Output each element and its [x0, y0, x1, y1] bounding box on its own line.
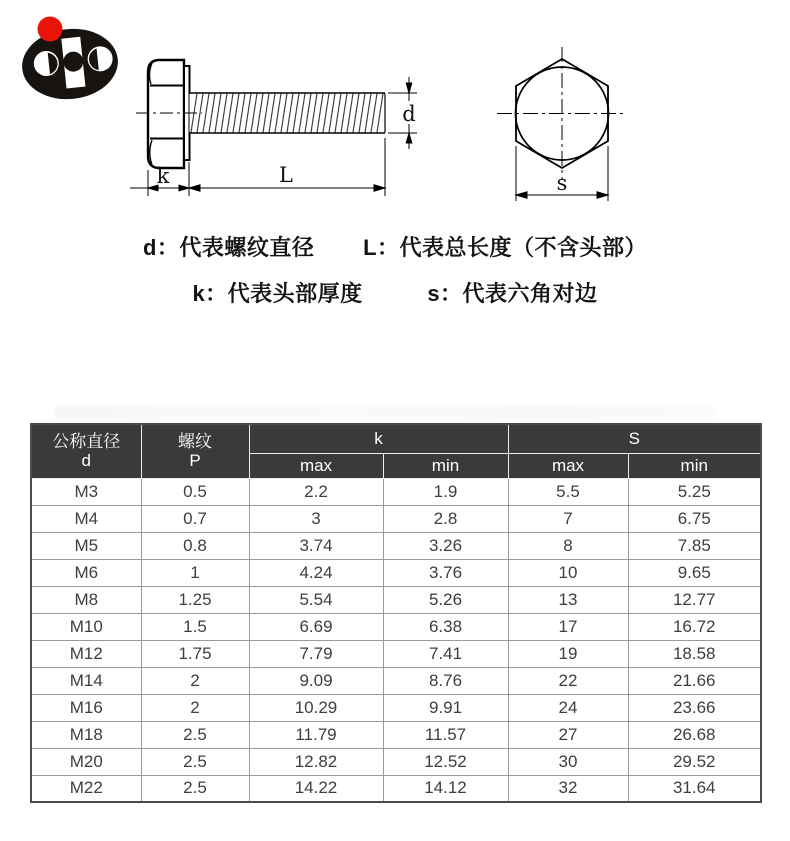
- table-cell: 31.64: [628, 775, 761, 802]
- dim-label-k: k: [156, 164, 170, 188]
- bolt-technical-drawing: [0, 0, 790, 222]
- table-cell: 5.5: [508, 478, 628, 505]
- bolt-spec-table: [30, 423, 762, 803]
- table-body: [31, 478, 761, 802]
- table-cell: M20: [31, 748, 141, 775]
- table-row: [31, 748, 761, 775]
- table-cell: 5.26: [383, 586, 508, 613]
- table-cell: 6.38: [383, 613, 508, 640]
- table-cell: 1.25: [141, 586, 249, 613]
- table-cell: 10.29: [249, 694, 383, 721]
- table-row: [31, 559, 761, 586]
- table-cell: 29.52: [628, 748, 761, 775]
- legend-line-1: [0, 231, 790, 262]
- table-cell: 13: [508, 586, 628, 613]
- header-k-max: max: [249, 453, 383, 478]
- table-cell: 14.12: [383, 775, 508, 802]
- table-cell: 12.52: [383, 748, 508, 775]
- table-cell: 24: [508, 694, 628, 721]
- table-cell: 4.24: [249, 559, 383, 586]
- dim-label-s: s: [556, 171, 568, 195]
- legend-d: d：代表螺纹直径: [142, 235, 315, 260]
- header-thread-pitch-title: 螺纹: [178, 431, 212, 451]
- watermark-smudge: [55, 405, 715, 418]
- dimension-L: [189, 138, 385, 196]
- table-cell: 5.25: [628, 478, 761, 505]
- legend-k: k：代表头部厚度: [192, 281, 363, 306]
- table-cell: 16.72: [628, 613, 761, 640]
- table-cell: 3: [249, 505, 383, 532]
- legend-s: s：代表六角对边: [427, 281, 598, 306]
- table-cell: 26.68: [628, 721, 761, 748]
- table-cell: 2: [141, 694, 249, 721]
- table-cell: 2: [141, 667, 249, 694]
- table-row: [31, 586, 761, 613]
- table-cell: M6: [31, 559, 141, 586]
- table-cell: 6.75: [628, 505, 761, 532]
- table-cell: 2.8: [383, 505, 508, 532]
- legend-L: L：代表总长度（不含头部）: [363, 235, 648, 260]
- table-cell: 7.79: [249, 640, 383, 667]
- table-cell: 27: [508, 721, 628, 748]
- table-row: [31, 640, 761, 667]
- table-cell: 3.26: [383, 532, 508, 559]
- table-cell: 0.5: [141, 478, 249, 505]
- hex-head-outline: [148, 60, 184, 168]
- table-cell: M10: [31, 613, 141, 640]
- legend-line-2: [0, 277, 790, 308]
- table-row: [31, 478, 761, 505]
- table-cell: M3: [31, 478, 141, 505]
- table-cell: 14.22: [249, 775, 383, 802]
- header-nominal-diameter-sub: d: [81, 451, 91, 471]
- table-cell: 23.66: [628, 694, 761, 721]
- table-cell: M22: [31, 775, 141, 802]
- table-cell: 21.66: [628, 667, 761, 694]
- table-cell: 0.7: [141, 505, 249, 532]
- table-cell: 10: [508, 559, 628, 586]
- table-cell: M4: [31, 505, 141, 532]
- table-cell: 2.2: [249, 478, 383, 505]
- header-k-min: min: [383, 453, 508, 478]
- table-cell: 32: [508, 775, 628, 802]
- header-s-min: min: [628, 453, 761, 478]
- table-cell: 8.76: [383, 667, 508, 694]
- bolt-side-view: [136, 60, 385, 168]
- table-cell: 3.74: [249, 532, 383, 559]
- table-row: [31, 613, 761, 640]
- table-cell: M5: [31, 532, 141, 559]
- dimension-d: [388, 77, 417, 149]
- table-row: [31, 505, 761, 532]
- table-cell: 12.82: [249, 748, 383, 775]
- table-cell: 8: [508, 532, 628, 559]
- table-cell: M14: [31, 667, 141, 694]
- table-cell: 7.85: [628, 532, 761, 559]
- dim-label-d: d: [402, 102, 416, 126]
- dim-label-L: L: [279, 163, 293, 187]
- header-thread-pitch-sub: P: [189, 451, 201, 471]
- table-row: [31, 667, 761, 694]
- header-s-max: max: [508, 453, 628, 478]
- table-row: [31, 532, 761, 559]
- table-cell: 6.69: [249, 613, 383, 640]
- table-cell: M8: [31, 586, 141, 613]
- header-group-k: k: [249, 424, 508, 453]
- table-cell: 1.75: [141, 640, 249, 667]
- table-cell: 3.76: [383, 559, 508, 586]
- table-cell: 7: [508, 505, 628, 532]
- table-cell: 11.79: [249, 721, 383, 748]
- dimension-k: [130, 162, 207, 196]
- table-cell: 30: [508, 748, 628, 775]
- table-cell: 22: [508, 667, 628, 694]
- table-header: [31, 424, 761, 478]
- table-cell: 2.5: [141, 775, 249, 802]
- table-cell: 9.09: [249, 667, 383, 694]
- table-cell: 19: [508, 640, 628, 667]
- table-cell: 18.58: [628, 640, 761, 667]
- table-cell: 1: [141, 559, 249, 586]
- table-cell: M18: [31, 721, 141, 748]
- table-cell: 1.9: [383, 478, 508, 505]
- table-cell: 17: [508, 613, 628, 640]
- table-cell: 2.5: [141, 748, 249, 775]
- table-cell: M16: [31, 694, 141, 721]
- table-row: [31, 775, 761, 802]
- header-nominal-diameter-title: 公称直径: [52, 431, 121, 451]
- header-group-s: S: [508, 424, 761, 453]
- header-thread-pitch: [141, 424, 249, 478]
- table-row: [31, 694, 761, 721]
- table-cell: 2.5: [141, 721, 249, 748]
- table-cell: 5.54: [249, 586, 383, 613]
- table-cell: 12.77: [628, 586, 761, 613]
- table-cell: M12: [31, 640, 141, 667]
- table-cell: 9.91: [383, 694, 508, 721]
- table-cell: 9.65: [628, 559, 761, 586]
- table-cell: 7.41: [383, 640, 508, 667]
- table-cell: 11.57: [383, 721, 508, 748]
- threaded-shank: [190, 93, 386, 133]
- table-cell: 0.8: [141, 532, 249, 559]
- table-cell: 1.5: [141, 613, 249, 640]
- header-nominal-diameter: [31, 424, 141, 478]
- table-row: [31, 721, 761, 748]
